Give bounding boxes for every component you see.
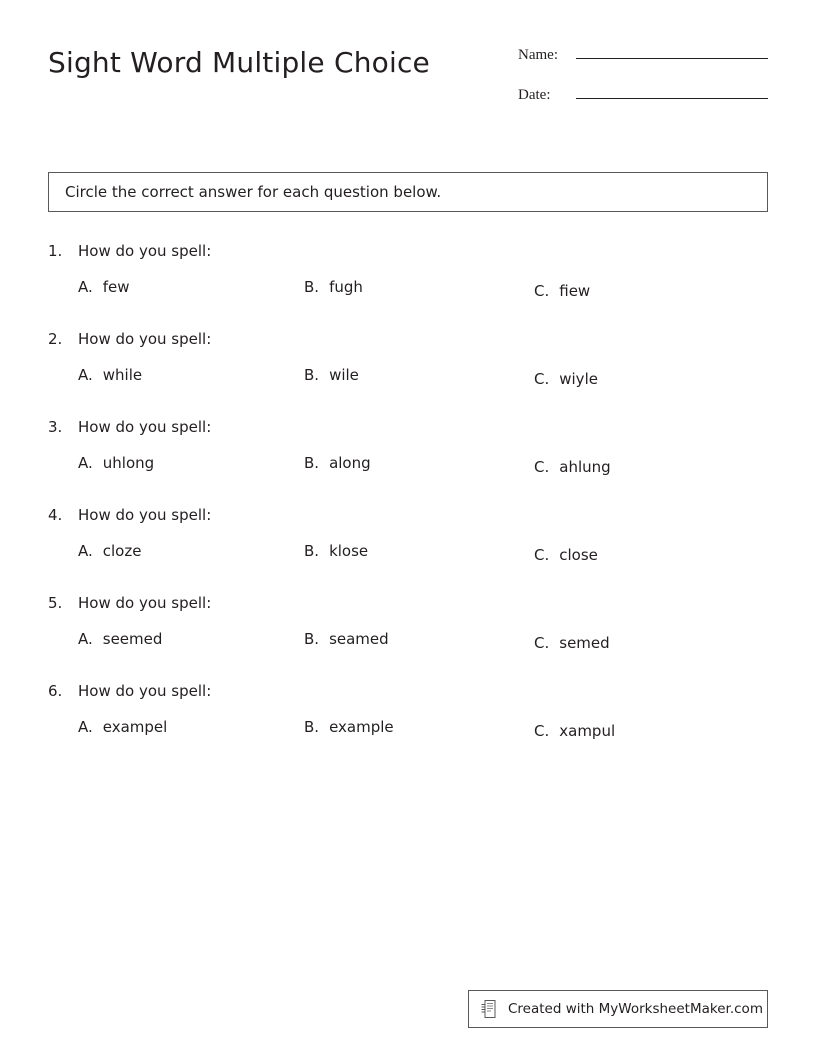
choice-word: seamed	[329, 630, 389, 648]
choice-option-c[interactable]	[534, 722, 615, 740]
choice-word: ahlung	[559, 458, 611, 476]
choice-group	[48, 706, 768, 748]
choice-option-c[interactable]	[534, 458, 611, 476]
choice-option-a[interactable]	[78, 366, 142, 384]
question-item	[48, 682, 768, 748]
choice-option-a[interactable]	[78, 454, 154, 472]
choice-option-a[interactable]	[78, 630, 162, 648]
name-input-line[interactable]	[576, 42, 768, 59]
choice-group	[48, 354, 768, 396]
question-text: How do you spell:	[78, 330, 212, 348]
choice-option-b[interactable]	[304, 454, 371, 472]
question-item	[48, 594, 768, 660]
date-input-line[interactable]	[576, 82, 768, 99]
question-number: 4.	[48, 506, 63, 524]
name-label: Name:	[518, 47, 558, 63]
choice-letter: A.	[78, 542, 93, 560]
choice-letter: C.	[534, 458, 550, 476]
choice-group	[48, 442, 768, 484]
created-with-badge[interactable]	[468, 990, 768, 1028]
choice-letter: B.	[304, 718, 320, 736]
choice-option-b[interactable]	[304, 718, 394, 736]
choice-word: fiew	[559, 282, 591, 300]
choice-letter: A.	[78, 630, 93, 648]
choice-option-c[interactable]	[534, 546, 598, 564]
question-prompt	[48, 330, 768, 348]
choice-option-b[interactable]	[304, 278, 363, 296]
instruction-box	[48, 172, 768, 212]
worksheet-header	[48, 0, 768, 122]
choice-word: wiyle	[559, 370, 598, 388]
instruction-text: Circle the correct answer for each question below.	[65, 183, 442, 201]
choice-word: few	[102, 278, 130, 296]
question-item	[48, 506, 768, 572]
choice-letter: C.	[534, 370, 550, 388]
question-prompt	[48, 506, 768, 524]
choice-letter: A.	[78, 454, 93, 472]
question-number: 2.	[48, 330, 63, 348]
choice-option-a[interactable]	[78, 542, 141, 560]
choice-option-b[interactable]	[304, 366, 359, 384]
date-label: Date:	[518, 87, 551, 103]
choice-word: klose	[329, 542, 369, 560]
choice-word: semed	[559, 634, 610, 652]
choice-group	[48, 618, 768, 660]
choice-letter: B.	[304, 630, 320, 648]
question-number: 1.	[48, 242, 63, 260]
choice-word: example	[329, 718, 394, 736]
question-text: How do you spell:	[78, 242, 212, 260]
choice-word: while	[102, 366, 143, 384]
choice-letter: C.	[534, 634, 550, 652]
choice-word: fugh	[329, 278, 363, 296]
choice-word: uhlong	[102, 454, 155, 472]
question-item	[48, 418, 768, 484]
question-prompt	[48, 594, 768, 612]
name-row	[518, 42, 768, 64]
question-prompt	[48, 242, 768, 260]
question-item	[48, 242, 768, 308]
question-text: How do you spell:	[78, 506, 212, 524]
choice-letter: A.	[78, 366, 93, 384]
question-prompt	[48, 418, 768, 436]
printer-icon	[481, 999, 499, 1019]
choice-letter: B.	[304, 278, 320, 296]
choice-word: seemed	[102, 630, 163, 648]
page-title: Sight Word Multiple Choice	[48, 46, 430, 79]
choice-letter: A.	[78, 278, 93, 296]
question-number: 5.	[48, 594, 63, 612]
badge-label: Created with MyWorksheetMaker.com	[508, 1001, 763, 1017]
question-number: 3.	[48, 418, 63, 436]
choice-option-a[interactable]	[78, 718, 167, 736]
choice-letter: A.	[78, 718, 93, 736]
choice-option-c[interactable]	[534, 282, 590, 300]
choice-letter: C.	[534, 546, 550, 564]
choice-option-c[interactable]	[534, 634, 610, 652]
questions-list	[48, 242, 768, 748]
question-number: 6.	[48, 682, 63, 700]
date-row	[518, 82, 768, 104]
question-text: How do you spell:	[78, 418, 212, 436]
choice-group	[48, 266, 768, 308]
choice-option-b[interactable]	[304, 542, 368, 560]
choice-word: xampul	[559, 722, 616, 740]
question-text: How do you spell:	[78, 594, 212, 612]
choice-word: close	[559, 546, 598, 564]
choice-letter: C.	[534, 722, 550, 740]
choice-option-a[interactable]	[78, 278, 130, 296]
choice-letter: B.	[304, 542, 320, 560]
choice-word: exampel	[102, 718, 168, 736]
choice-word: cloze	[102, 542, 142, 560]
choice-option-c[interactable]	[534, 370, 598, 388]
choice-letter: C.	[534, 282, 550, 300]
choice-word: wile	[329, 366, 359, 384]
choice-letter: B.	[304, 366, 320, 384]
question-prompt	[48, 682, 768, 700]
choice-group	[48, 530, 768, 572]
question-item	[48, 330, 768, 396]
name-date-block	[518, 42, 768, 122]
choice-option-b[interactable]	[304, 630, 389, 648]
choice-letter: B.	[304, 454, 320, 472]
choice-word: along	[329, 454, 371, 472]
question-text: How do you spell:	[78, 682, 212, 700]
